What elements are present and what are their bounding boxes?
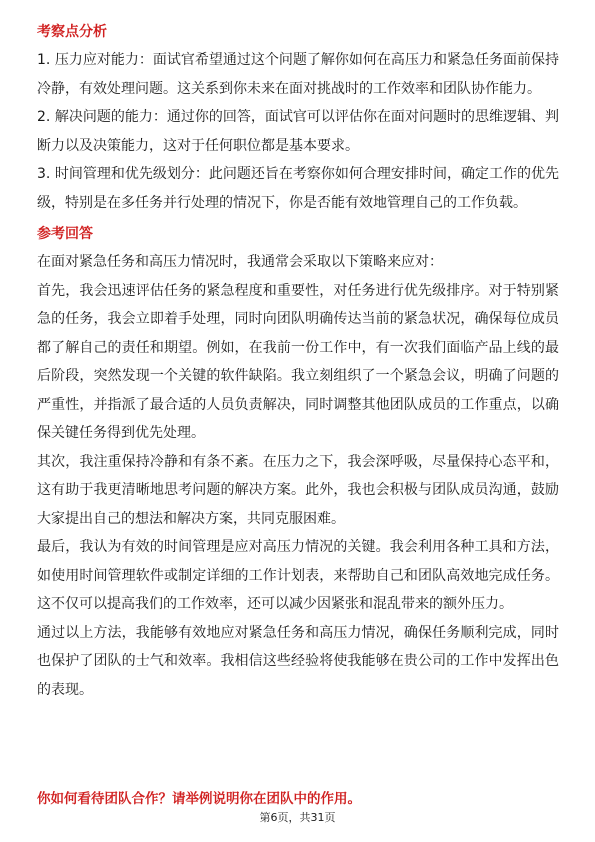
analysis-point: 2. 解决问题的能力：通过你的回答，面试官可以评估你在面对问题时的思维逻辑、判断力以及决策能力，这对于任何职位都是基本要求。 <box>37 109 559 154</box>
reference-paragraph: 其次，我注重保持冷静和有条不紊。在压力之下，我会深呼吸，尽量保持心态平和，这有助于我更清晰地思考问题的解决方案。此外，我也会积极与团队成员沟通，鼓励大家提出自己的想法和解决方案，共同克服困难。 <box>37 453 559 527</box>
reference-paragraph: 通过以上方法，我能够有效地应对紧急任务和高压力情况，确保任务顺利完成，同时也保护了团队的士气和效率。我相信这些经验将使我能够在贵公司的工作中发挥出色的表现。 <box>37 624 559 698</box>
reference-paragraph: 在面对紧急任务和高压力情况时，我通常会采取以下策略来应对： <box>37 254 443 270</box>
next-question-heading: 你如何看待团队合作？请举例说明你在团队中的作用。 <box>37 791 361 807</box>
analysis-point: 1. 压力应对能力：面试官希望通过这个问题了解你如何在高压力和紧急任务面前保持冷静，有效处理问题。这关系到你未来在面对挑战时的工作效率和团队协作能力。 <box>37 52 559 97</box>
analysis-point: 3. 时间管理和优先级划分：此问题还旨在考察你如何合理安排时间，确定工作的优先级，特别是在多任务并行处理的情况下，你是否能有效地管理自己的工作负载。 <box>37 166 559 211</box>
analysis-heading: 考察点分析 <box>37 24 107 40</box>
reference-paragraph: 首先，我会迅速评估任务的紧急程度和重要性，对任务进行优先级排序。对于特别紧急的任务，我会立即着手处理，同时向团队明确传达当前的紧急状况，确保每位成员都了解自己的责任和期望。例如，在我前一份工作中，有一次我们面临产品上线的最后阶段，突然发现一个关键的软件缺陷。我立刻组织了一个紧急会议，明确了问题的严重性，并指派了最合适的人员负责解决，同时调整其他团队成员的工作重点，以确保关键任务得到优先处理。 <box>37 282 559 441</box>
page-content <box>37 18 559 704</box>
page-number: 第6页，共31页 <box>259 811 336 824</box>
reference-paragraph: 最后，我认为有效的时间管理是应对高压力情况的关键。我会利用各种工具和方法，如使用时间管理软件或制定详细的工作计划表，来帮助自己和团队高效地完成任务。这不仅可以提高我们的工作效率，还可以减少因紧张和混乱带来的额外压力。 <box>37 539 559 612</box>
reference-heading: 参考回答 <box>37 226 93 242</box>
